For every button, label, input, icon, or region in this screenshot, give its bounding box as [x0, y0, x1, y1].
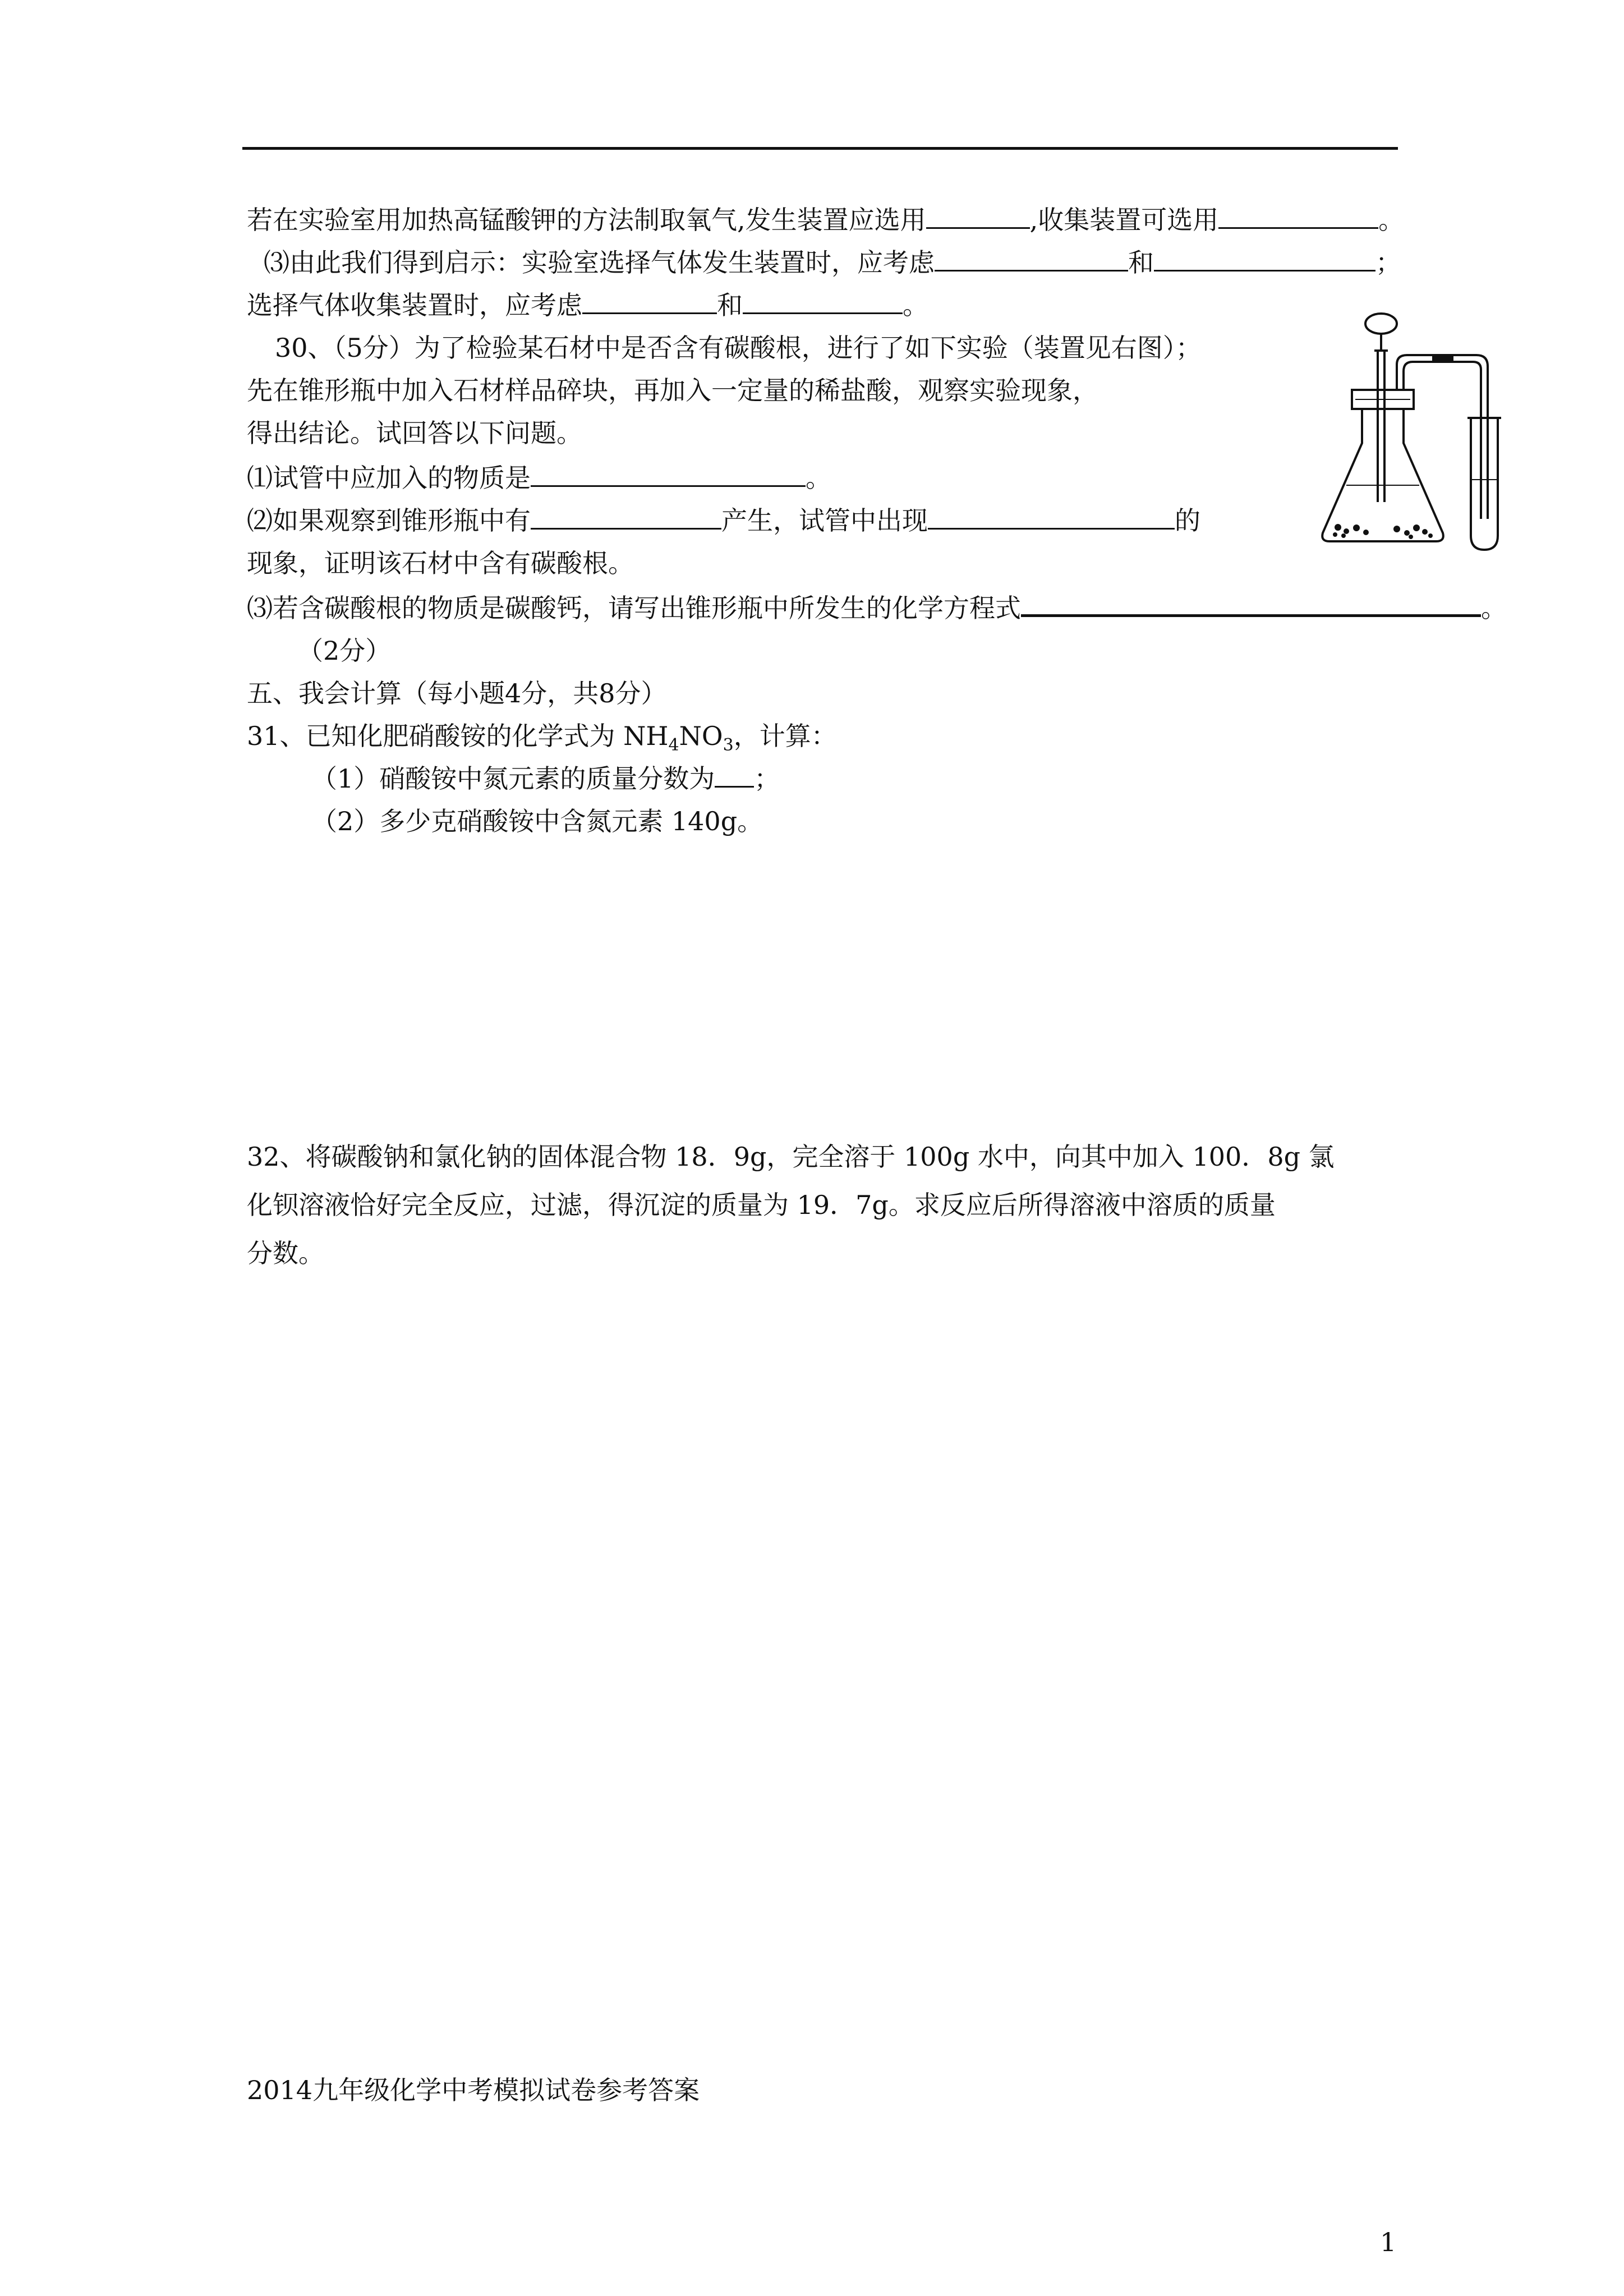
q31-part1-end: ； [754, 763, 780, 794]
answer-blank[interactable] [1218, 205, 1378, 229]
q31-part1-text: （1）硝酸铵中氮元素的质量分数为 [311, 763, 715, 794]
q31-stem-sub2: 3 [723, 735, 734, 756]
q30-sub1 [247, 461, 831, 495]
answer-blank[interactable] [582, 290, 717, 314]
q31-part1 [311, 762, 780, 795]
q32-line2: 化钡溶液恰好完全反应，过滤，得沉淀的质量为 19．7g。求反应后所得溶液中溶质的质量 [247, 1190, 1276, 1220]
q29-line1 [247, 203, 1404, 237]
flask-and-test-tube-apparatus-icon [1313, 311, 1548, 558]
answer-blank[interactable] [531, 505, 721, 530]
q30-intro1: 30、（5分）为了检验某石材中是否含有碳酸根，进行了如下实验（装置见右图）； [275, 333, 1202, 363]
q29-line1-text: 若在实验室用加热高锰酸钾的方法制取氧气,发生装置应选用 [247, 205, 926, 235]
q31-stem-c: ，计算： [733, 721, 837, 751]
q29-line3 [247, 288, 928, 322]
answer-blank[interactable] [715, 763, 754, 788]
q30-intro2: 先在锥形瓶中加入石材样品碎块，再加入一定量的稀盐酸，观察实验现象， [247, 375, 1098, 406]
answer-blank[interactable] [743, 290, 903, 314]
q32-line3: 分数。 [247, 1238, 324, 1268]
answer-blank[interactable] [531, 463, 806, 487]
section5-heading: 五、我会计算（每小题4分，共8分） [247, 678, 667, 708]
q30-sub1-text: ⑴试管中应加入的物质是 [247, 463, 531, 493]
q29-line3-text: 选择气体收集装置时，应考虑 [247, 290, 582, 320]
q32-line1: 32、将碳酸钠和氯化钠的固体混合物 18．9g，完全溶于 100g 水中，向其中加入 100．8g 氯 [247, 1142, 1335, 1172]
answer-blank[interactable] [926, 205, 1030, 229]
q31-stem-a: 31、已知化肥硝酸铵的化学式为 NH [247, 721, 669, 751]
q31-stem-sub1: 4 [668, 735, 679, 756]
q30-sub3-end: 。 [1481, 593, 1507, 623]
q29-line2 [264, 246, 1401, 279]
q31-stem [247, 719, 837, 762]
q30-sub2c: 的 [1175, 505, 1200, 536]
answer-blank[interactable] [1021, 592, 1481, 617]
q30-sub3-points: （2分） [297, 636, 392, 666]
q29-line1-end: 。 [1378, 205, 1405, 235]
answer-blank[interactable] [928, 505, 1175, 530]
q30-sub3 [247, 591, 1507, 625]
q30-intro3: 得出结论。试回答以下问题。 [247, 418, 582, 448]
q30-sub1-end: 。 [806, 463, 831, 493]
q31-part2: （2）多少克硝酸铵中含氮元素 140g。 [311, 806, 763, 836]
q29-line2-mid: 和 [1128, 247, 1154, 278]
q30-sub2 [247, 504, 1200, 537]
q31-stem-b: NO [679, 721, 723, 751]
q29-line1-mid: ,收集装置可选用 [1029, 205, 1219, 235]
q29-line3-end: 。 [903, 290, 928, 320]
answer-blank[interactable] [935, 247, 1128, 272]
q30-sub3-text: ⑶若含碳酸根的物质是碳酸钙，请写出锥形瓶中所发生的化学方程式 [247, 593, 1021, 623]
q30-sub2b: 产生，试管中出现 [721, 505, 928, 536]
q29-line2-text: ⑶由此我们得到启示：实验室选择气体发生装置时，应考虑 [264, 247, 935, 278]
q30-sub2d: 现象，证明该石材中含有碳酸根。 [247, 548, 634, 578]
q30-sub2a: ⑵如果观察到锥形瓶中有 [247, 505, 531, 536]
page-number: 1 [1380, 2227, 1397, 2257]
header-rule [242, 147, 1398, 150]
answer-blank[interactable] [1154, 247, 1375, 272]
q29-line2-end: ； [1375, 247, 1401, 278]
q29-line3-mid: 和 [717, 290, 743, 320]
answer-heading: 2014九年级化学中考模拟试卷参考答案 [247, 2075, 700, 2105]
